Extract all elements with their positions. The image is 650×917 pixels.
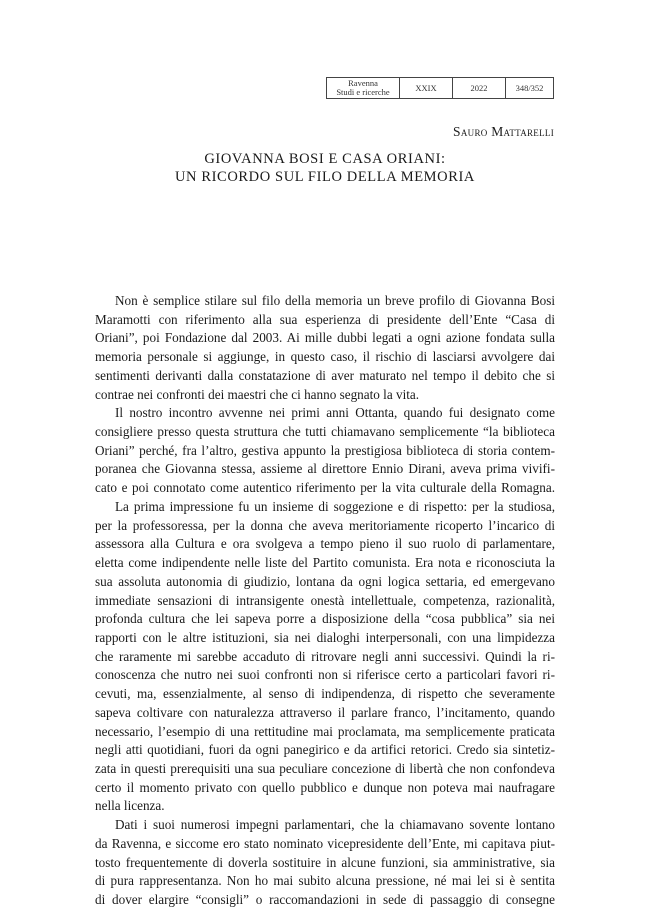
body-line: Oriani” perché, fra l’altro, gestiva appunto la prestigiosa biblioteca di storia contem-	[95, 442, 555, 458]
journal-name-line2: Studi e ricerche	[336, 87, 390, 97]
body-line: Dati i suoi numerosi impegni parlamentari, che la chiamavano sovente lontano	[115, 817, 555, 833]
body-line: cevuti, ma, essenzialmente, al senso di indipendenza, di rispetto che severamente	[95, 686, 555, 702]
body-line: contrae nei confronti dei maestri che ci hanno segnato la vita.	[95, 386, 420, 402]
body-line: eletta come indipendente nelle liste del Partito comunista. Era nota e riconosciuta la	[95, 555, 555, 571]
body-line: Non è semplice stilare sul filo della memoria un breve profilo di Giovanna Bosi	[115, 293, 555, 308]
body-line: Oriani”, poi Fondazione dal 2003. Ai mille dubbi legati a ogni azione fondata sulla	[95, 330, 555, 346]
body-line: nella licenza.	[95, 798, 165, 814]
body-line: necessario, l’esempio di una rettitudine mai proclamata, ma semplicemente praticata	[95, 723, 555, 739]
body-line: immediate sensazioni di intransigente onestà intellettuale, competenza, razionalità,	[95, 592, 555, 608]
journal-name	[327, 78, 399, 98]
body-line: Il nostro incontro avvenne nei primi anni Ottanta, quando fui designato come	[115, 405, 555, 421]
body-line: conoscenza che nutro nei suoi confronti non si riferisce certo a particolari favori ri-	[95, 667, 555, 683]
body-line: negli atti quotidiani, fuori da ogni panegirico e da artifici retorici. Credo sia sintetiz-	[95, 742, 555, 758]
body-line: che raramente mi sarebbe accaduto di ritrovare negli anni successivi. Quindi la ri-	[95, 648, 555, 664]
article-body	[95, 292, 555, 910]
journal-pages: 348/352	[505, 78, 553, 98]
body-line: consigliere presso questa struttura che tutti chiamavano semplicemente “la biblioteca	[95, 424, 555, 440]
body-line: tosto frequentemente di doverla sostituire in alcune funzioni, sia amministrative, sia	[95, 854, 555, 870]
body-line: assessora alla Cultura e ora svolgeva a tempo pieno il suo ruolo di parlamentare,	[95, 536, 555, 552]
body-line: zata in questi prerequisiti una sua peculiare concezione di libertà che non confondeva	[95, 760, 555, 776]
body-line: rapporti con le altre istituzioni, sia nei dialoghi interpersonali, con una limpidezza	[95, 629, 555, 645]
journal-volume: XXIX	[399, 78, 452, 98]
journal-year: 2022	[452, 78, 505, 98]
body-line: memoria personale si aggiunge, in questo caso, il rischio di lasciarsi avvolgere dai	[95, 349, 555, 365]
author-name: Sauro Mattarelli	[453, 124, 554, 139]
body-line: di dover elargire “consigli” o raccomandazioni in sede di passaggio di consegne	[95, 892, 555, 907]
body-line: cato e poi connotato come autentico riferimento per la vita culturale della Romagna.	[95, 480, 555, 496]
title-line-1: GIOVANNA BOSI E CASA ORIANI:	[204, 151, 446, 167]
body-line: sapeva coltivare con naturalezza attraverso il parlare franco, l’incitamento, quando	[95, 704, 555, 720]
body-line: per la professoressa, per la donna che aveva meritoriamente ricoperto l’incarico di	[95, 517, 555, 533]
body-line: Maramotti con riferimento alla sua esperienza di presidente dell’Ente “Casa di	[95, 311, 555, 327]
body-line: sentimenti derivanti dalla constatazione di aver maturato nel tempo il debito che si	[95, 367, 555, 383]
journal-name-line1: Ravenna	[348, 78, 378, 88]
body-line: profonda cultura che lei sapeva porre a disposizione della “cosa pubblica” sia nei	[95, 611, 555, 627]
journal-header-box	[326, 77, 554, 99]
body-line: da Ravenna, e siccome ero stato nominato vicepresidente dell’Ente, mi capitava piut-	[95, 835, 555, 851]
article-title	[80, 150, 570, 186]
body-line: certo il momento privato con quello pubblico e dunque non poteva mai naufragare	[95, 779, 555, 795]
body-line: poranea che Giovanna stessa, assieme al direttore Ennio Dirani, aveva prima vivifi-	[95, 461, 555, 477]
body-line: sua assoluta autonomia di giudizio, lontana da ogni logica settaria, ed emergevano	[95, 573, 555, 589]
body-line: di pura rappresentanza. Non ho mai subito alcuna pressione, né mai lei si è sentita	[95, 873, 555, 889]
body-line: La prima impressione fu un insieme di soggezione e di rispetto: per la studiosa,	[115, 498, 555, 514]
title-line-2: UN RICORDO SUL FILO DELLA MEMORIA	[174, 169, 475, 185]
